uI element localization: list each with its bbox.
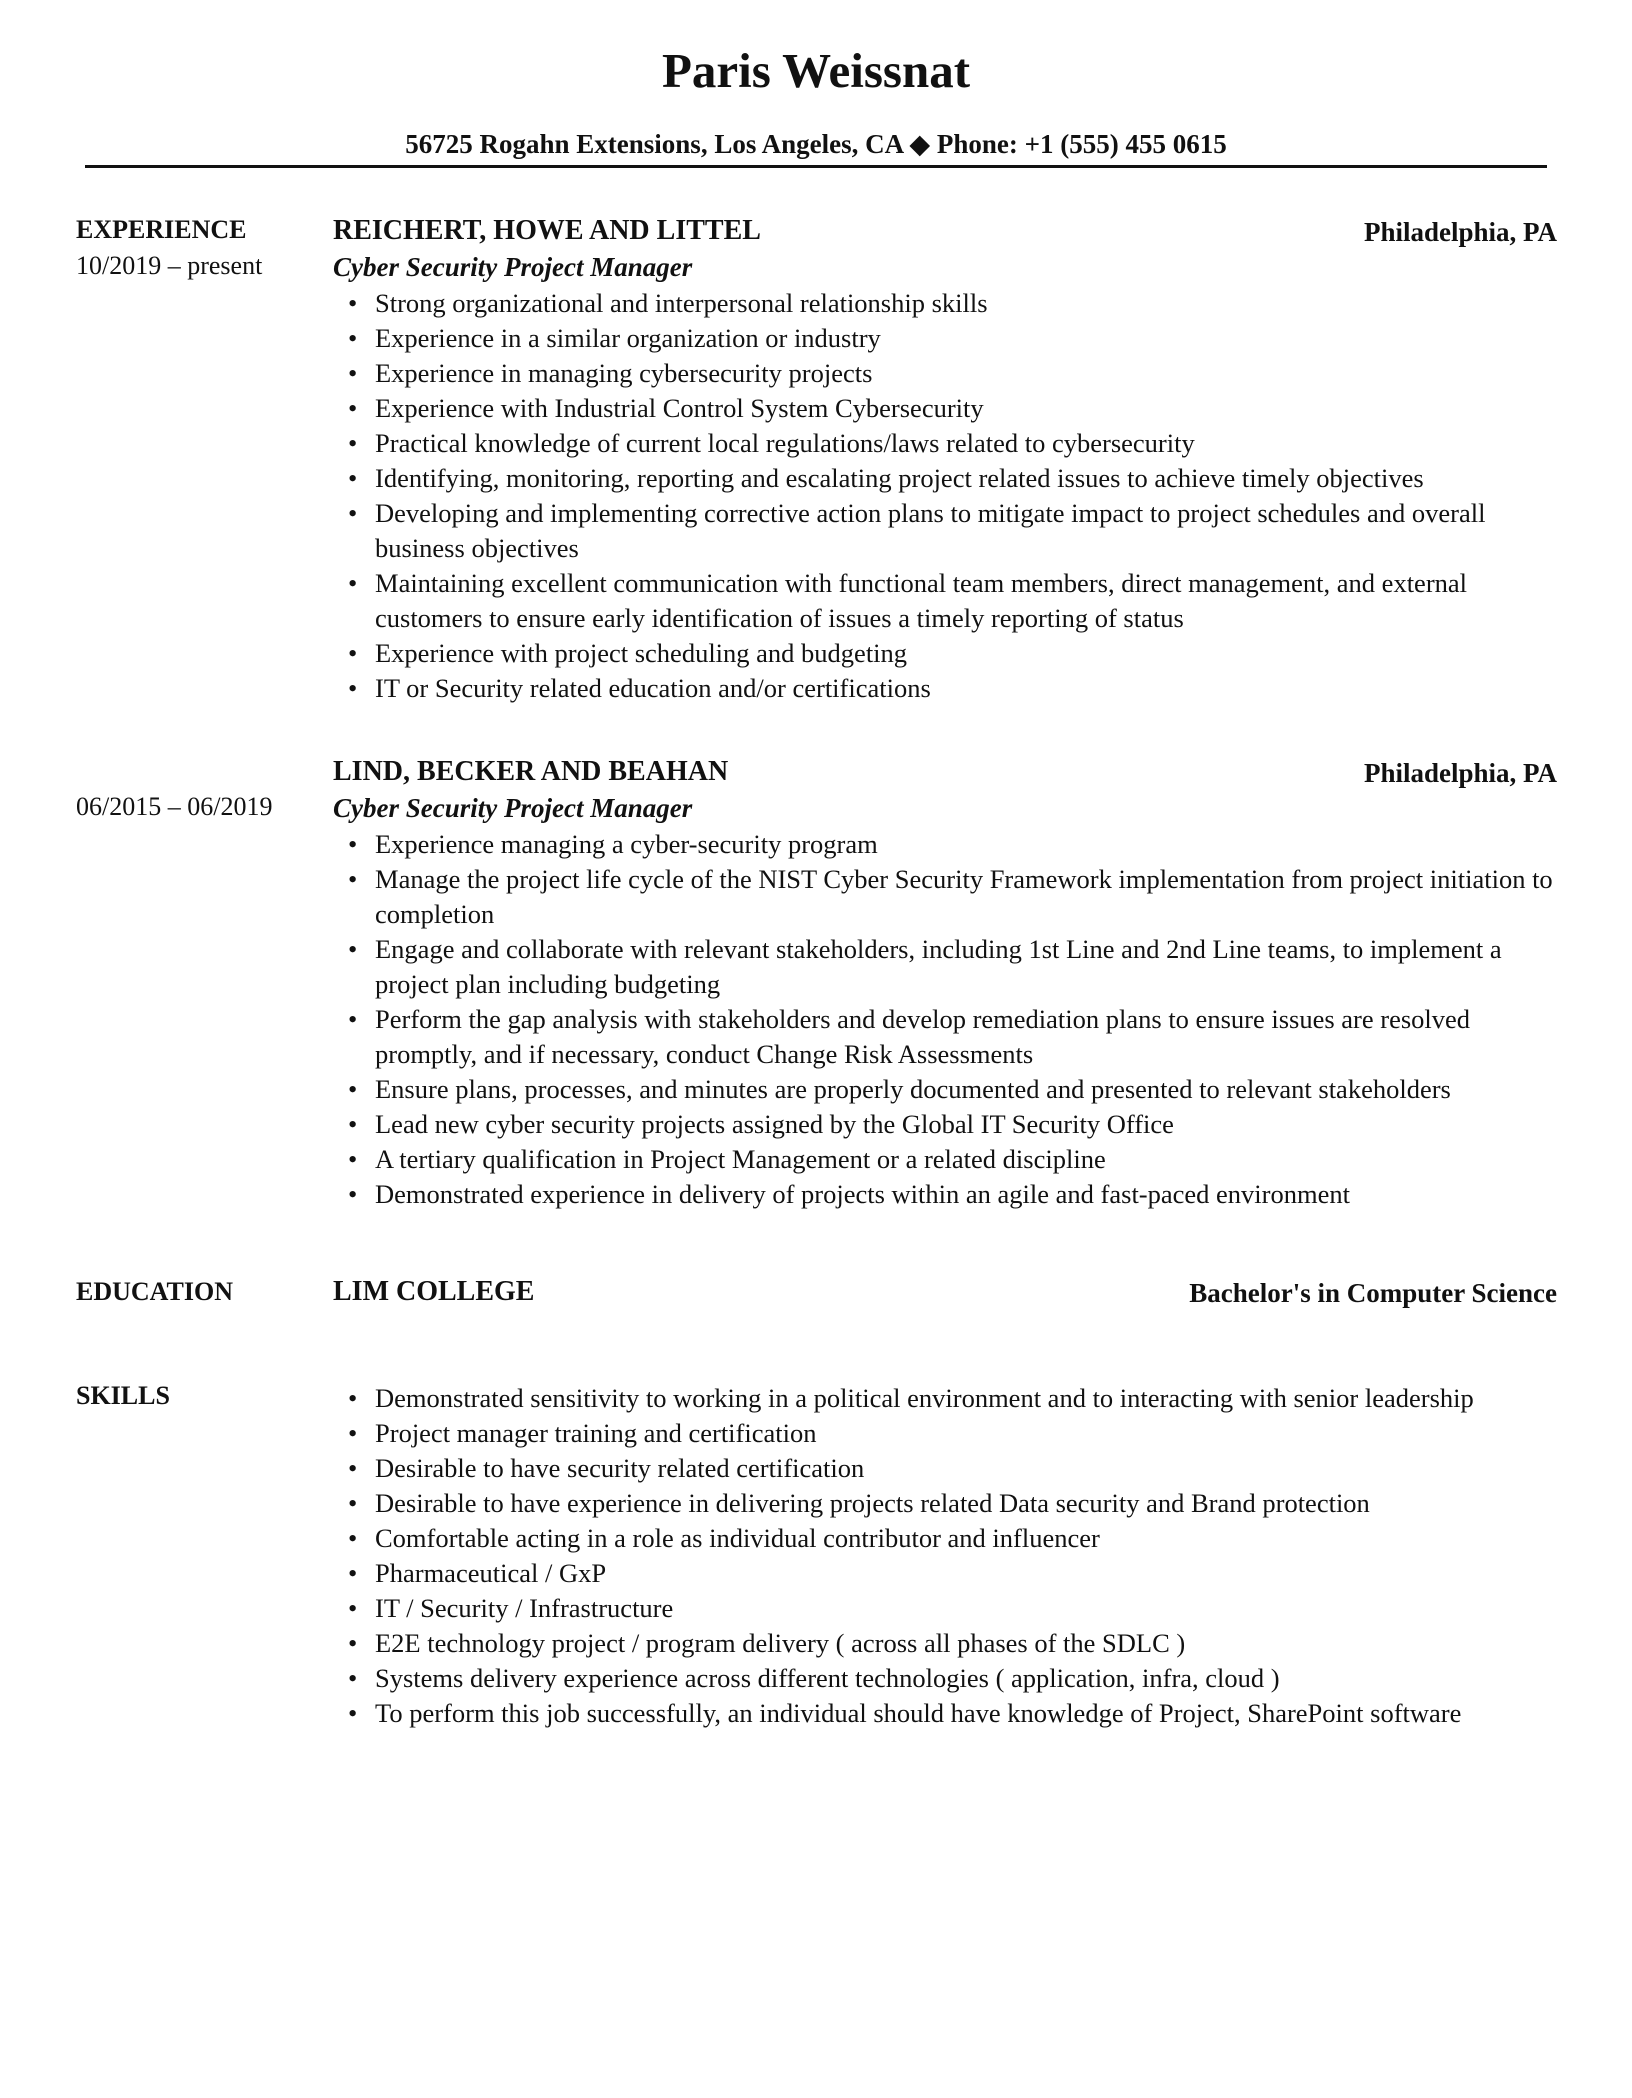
list-item: • Experience managing a cyber-security program bbox=[333, 827, 1553, 862]
list-item: • Experience with project scheduling and budgeting bbox=[333, 636, 1553, 671]
job-2-title: Cyber Security Project Manager bbox=[333, 793, 693, 823]
list-item: • Desirable to have security related certification bbox=[333, 1451, 1553, 1486]
header-divider bbox=[85, 165, 1547, 168]
skills-bullet-list bbox=[333, 1381, 1553, 1731]
list-item: • Maintaining excellent communication with functional team members, direct management, and external customers to ensure early identification of issues a timely reporting of status bbox=[333, 566, 1553, 636]
list-item: • Demonstrated experience in delivery of projects within an agile and fast-paced environment bbox=[333, 1177, 1553, 1212]
contact-line: 56725 Rogahn Extensions, Los Angeles, CA ◆ Phone: +1 (555) 455 0615 bbox=[405, 129, 1227, 159]
list-item: • Project manager training and certification bbox=[333, 1416, 1553, 1451]
job-1-bullet-list bbox=[333, 286, 1553, 706]
list-item: • Engage and collaborate with relevant stakeholders, including 1st Line and 2nd Line teams, to implement a project plan including budgeting bbox=[333, 932, 1553, 1002]
list-item: • Identifying, monitoring, reporting and escalating project related issues to achieve timely objectives bbox=[333, 461, 1553, 496]
list-item: • Practical knowledge of current local regulations/laws related to cybersecurity bbox=[333, 426, 1553, 461]
experience-section-title: EXPERIENCE bbox=[76, 215, 247, 244]
list-item: • Ensure plans, processes, and minutes are properly documented and presented to relevant stakeholders bbox=[333, 1072, 1553, 1107]
job-1-title: Cyber Security Project Manager bbox=[333, 252, 693, 282]
list-item: • Perform the gap analysis with stakeholders and develop remediation plans to ensure issues are resolved promptly, and if necessary, conduct Change Risk Assessments bbox=[333, 1002, 1553, 1072]
list-item: • To perform this job successfully, an individual should have knowledge of Project, SharePoint software bbox=[333, 1696, 1553, 1731]
job-2-dates: 06/2015 – 06/2019 bbox=[76, 792, 273, 821]
education-school: LIM COLLEGE bbox=[333, 1276, 535, 1307]
list-item: • Lead new cyber security projects assigned by the Global IT Security Office bbox=[333, 1107, 1553, 1142]
job-2-location: Philadelphia, PA bbox=[1363, 758, 1557, 788]
candidate-name: Paris Weissnat bbox=[661, 43, 971, 98]
list-item: • Experience in managing cybersecurity projects bbox=[333, 356, 1553, 391]
list-item: • IT / Security / Infrastructure bbox=[333, 1591, 1553, 1626]
skills-section-title: SKILLS bbox=[76, 1381, 170, 1410]
education-degree: Bachelor's in Computer Science bbox=[1189, 1278, 1557, 1308]
list-item: • Systems delivery experience across different technologies ( application, infra, cloud ) bbox=[333, 1661, 1553, 1696]
job-2-bullet-list bbox=[333, 827, 1553, 1212]
list-item: • Comfortable acting in a role as individual contributor and influencer bbox=[333, 1521, 1553, 1556]
list-item: • Experience in a similar organization or industry bbox=[333, 321, 1553, 356]
list-item: • Strong organizational and interpersonal relationship skills bbox=[333, 286, 1553, 321]
list-item: • Pharmaceutical / GxP bbox=[333, 1556, 1553, 1591]
education-section-title: EDUCATION bbox=[76, 1277, 233, 1306]
list-item: • Demonstrated sensitivity to working in a political environment and to interacting with senior leadership bbox=[333, 1381, 1553, 1416]
list-item: • E2E technology project / program delivery ( across all phases of the SDLC ) bbox=[333, 1626, 1553, 1661]
list-item: • Developing and implementing corrective action plans to mitigate impact to project schedules and overall business objectives bbox=[333, 496, 1553, 566]
job-1-dates: 10/2019 – present bbox=[76, 251, 263, 280]
job-1-location: Philadelphia, PA bbox=[1363, 217, 1557, 247]
list-item: • A tertiary qualification in Project Management or a related discipline bbox=[333, 1142, 1553, 1177]
list-item: • IT or Security related education and/or certifications bbox=[333, 671, 1553, 706]
job-2-company: LIND, BECKER AND BEAHAN bbox=[333, 756, 729, 787]
job-1-company: REICHERT, HOWE AND LITTEL bbox=[333, 215, 761, 246]
list-item: • Manage the project life cycle of the NIST Cyber Security Framework implementation from project initiation to completion bbox=[333, 862, 1553, 932]
list-item: • Desirable to have experience in delivering projects related Data security and Brand protection bbox=[333, 1486, 1553, 1521]
list-item: • Experience with Industrial Control System Cybersecurity bbox=[333, 391, 1553, 426]
